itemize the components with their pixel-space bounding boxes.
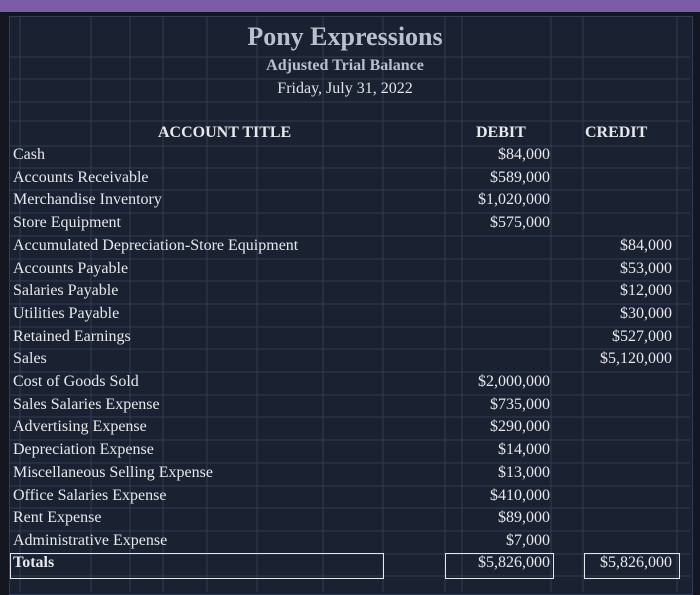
credit-cell: $84,000 [620,236,672,254]
account-title-cell: Cost of Goods Sold [13,373,139,390]
report-date: Friday, July 31, 2022 [277,80,413,97]
credit-cell: $5,120,000 [600,350,672,368]
account-title-cell: Store Equipment [13,214,121,232]
credit-cell: $30,000 [620,304,672,322]
credit-cell: $53,000 [620,259,672,277]
table-row [0,530,700,553]
totals-credit: $5,826,000 [600,554,672,571]
totals-label-box [10,553,384,579]
debit-cell: $14,000 [498,441,550,459]
account-title-cell: Salaries Payable [13,282,119,300]
account-title-cell: Sales Salaries Expense [13,395,160,413]
totals-credit-box [584,553,680,579]
totals-label: Totals [13,554,55,571]
debit-cell: $2,000,000 [478,373,550,390]
debit-cell: $575,000 [490,214,550,232]
account-title-cell: Administrative Expense [13,531,168,549]
debit-cell: $1,020,000 [478,191,550,209]
table-row [0,507,700,530]
header-account-title: ACCOUNT TITLE [158,124,292,141]
header-debit: DEBIT [476,124,526,141]
table-row [0,416,700,439]
table-row [0,371,700,394]
table-row [0,485,700,508]
table-row [0,394,700,417]
account-title-cell: Office Salaries Expense [13,486,167,504]
account-title-cell: Advertising Expense [13,418,147,436]
table-row [0,235,700,258]
debit-cell: $89,000 [498,509,550,527]
account-title-cell: Merchandise Inventory [13,191,162,209]
totals-debit: $5,826,000 [478,554,550,571]
table-row [0,212,700,235]
debit-cell: $13,000 [498,463,550,481]
account-title-cell: Cash [13,146,45,163]
account-title-cell: Utilities Payable [13,304,120,322]
debit-cell: $735,000 [490,395,550,413]
header-credit: CREDIT [585,124,648,141]
account-title-cell: Depreciation Expense [13,441,154,459]
credit-cell: $527,000 [612,327,672,345]
debit-cell: $410,000 [490,486,550,504]
table-row [0,439,700,462]
account-title-cell: Accounts Receivable [13,168,149,186]
table-row [0,189,700,212]
credit-cell: $12,000 [620,282,672,300]
account-title-cell: Rent Expense [13,509,102,527]
totals-debit-box [445,553,554,579]
account-title-cell: Accumulated Depreciation-Store Equipment [13,236,299,254]
account-title-cell: Retained Earnings [13,327,131,345]
table-row [0,348,700,371]
table-row [0,462,700,485]
table-row [0,326,700,349]
debit-cell: $290,000 [490,418,550,436]
table-row [0,167,700,190]
company-name: Pony Expressions [247,22,443,51]
account-title-cell: Accounts Payable [13,259,129,277]
account-title-cell: Miscellaneous Selling Expense [13,463,213,481]
table-row [0,258,700,281]
debit-cell: $7,000 [506,531,550,549]
report-title: Adjusted Trial Balance [266,57,424,74]
account-title-cell: Sales [13,350,47,368]
table-row [0,144,700,167]
table-row [0,280,700,303]
debit-cell: $589,000 [490,168,550,186]
debit-cell: $84,000 [498,146,550,163]
table-row [0,303,700,326]
